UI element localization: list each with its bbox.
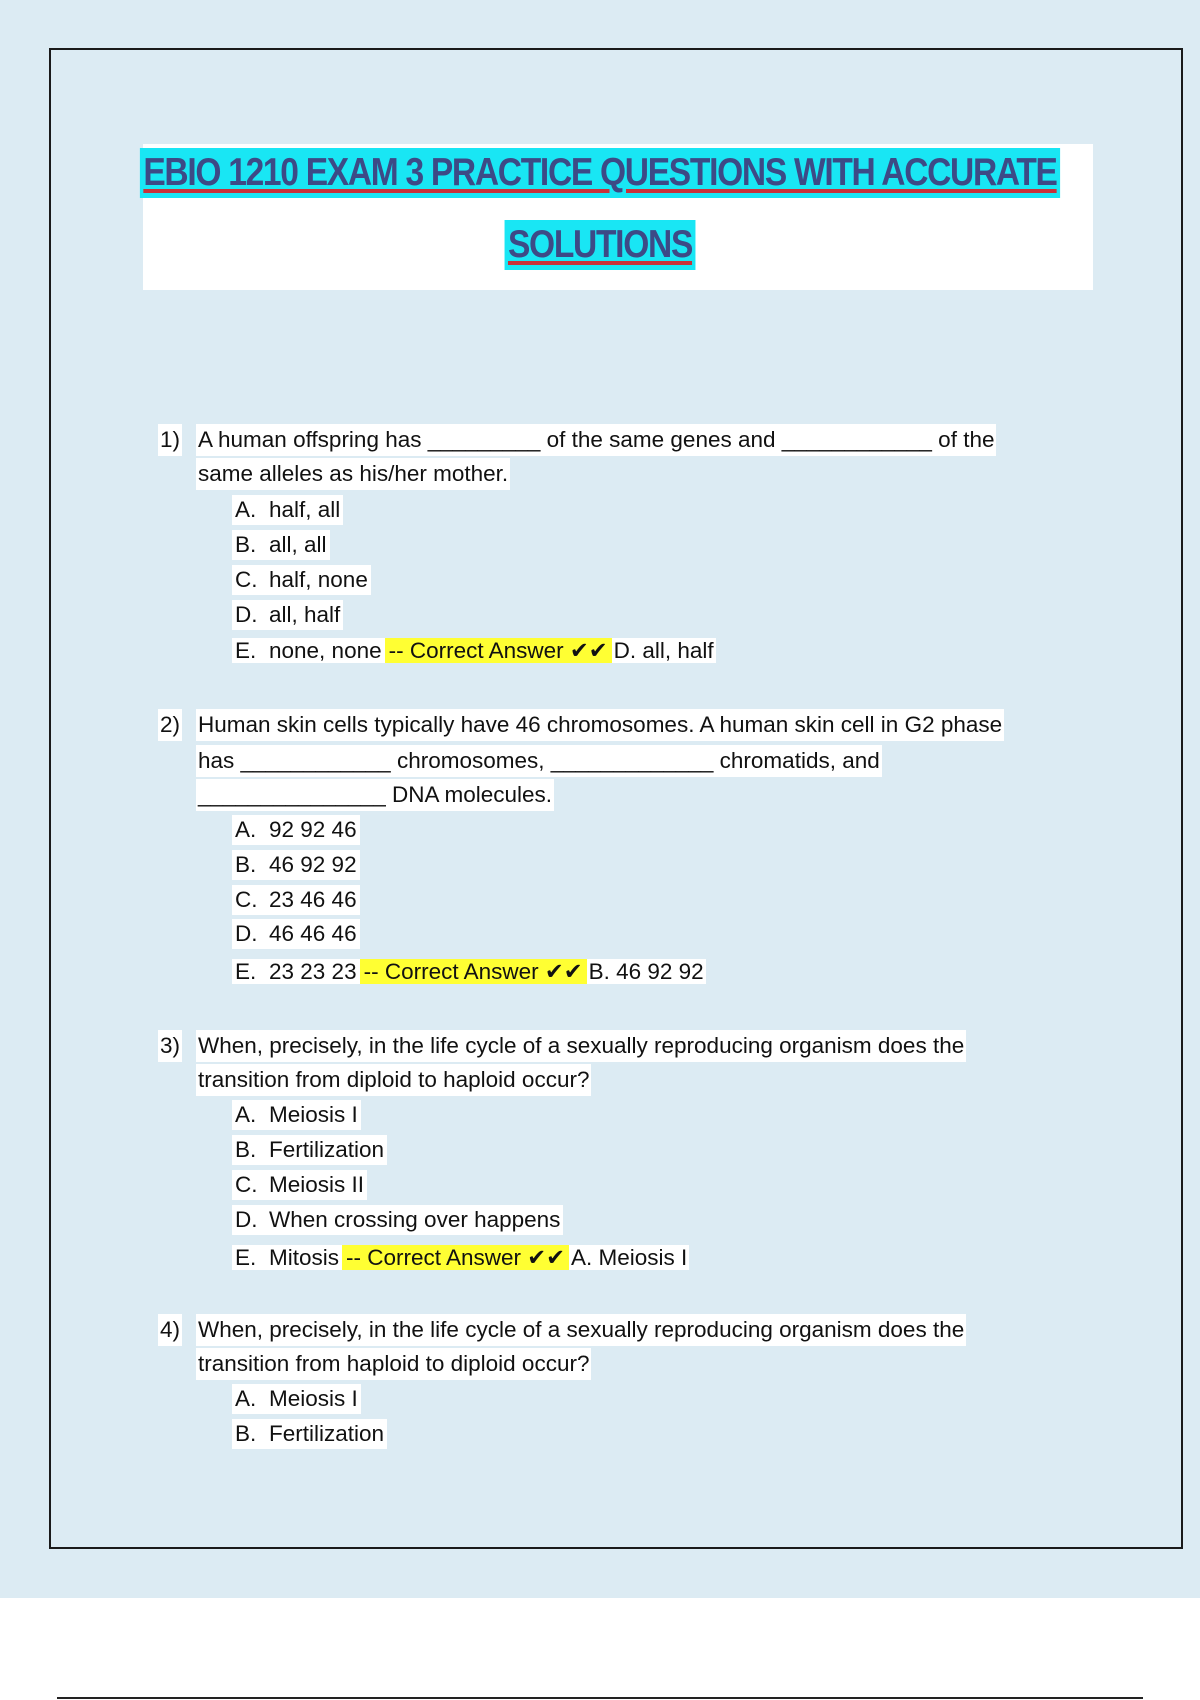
- question-number: 2): [158, 709, 182, 741]
- option-text: Meiosis I: [269, 1102, 358, 1127]
- option-a: [232, 1384, 361, 1414]
- option-c: [232, 885, 360, 915]
- option-c: [232, 565, 371, 595]
- option-letter: E.: [235, 959, 257, 984]
- correct-answer-highlight: -- Correct Answer ✔✔: [360, 959, 587, 984]
- option-text: 46 46 46: [269, 921, 357, 946]
- option-text: 92 92 46: [269, 817, 357, 842]
- option-e: [232, 959, 360, 984]
- question-text-line: same alleles as his/her mother.: [196, 458, 510, 490]
- option-letter: C.: [235, 887, 258, 912]
- option-letter: B.: [235, 1421, 257, 1446]
- option-text: Meiosis II: [269, 1172, 365, 1197]
- correct-answer: B. 46 92 92: [588, 959, 704, 984]
- option-letter: B.: [235, 852, 257, 877]
- option-letter: B.: [235, 1137, 257, 1162]
- question-text-line: _______________ DNA molecules.: [196, 779, 554, 811]
- question-number: 1): [158, 424, 182, 456]
- option-d: [232, 919, 360, 949]
- option-d: [232, 1205, 563, 1235]
- question-text-line: transition from diploid to haploid occur?: [196, 1064, 591, 1096]
- option-b: [232, 850, 360, 880]
- option-e: [232, 638, 385, 663]
- option-d: [232, 600, 343, 630]
- title-row-2: [0, 220, 1200, 270]
- option-text: 23 23 23: [269, 959, 357, 984]
- question-text-line: Human skin cells typically have 46 chromosomes. A human skin cell in G2 phase: [196, 709, 1004, 741]
- option-letter: C.: [235, 1172, 258, 1197]
- correct-answer: A. Meiosis I: [571, 1245, 688, 1270]
- document-title-line-1: EBIO 1210 EXAM 3 PRACTICE QUESTIONS WITH ACCURATE: [140, 148, 1060, 198]
- option-text: none, none: [269, 638, 382, 663]
- option-letter: A.: [235, 497, 257, 522]
- option-text: 23 46 46: [269, 887, 357, 912]
- option-e-with-answer: [232, 1241, 689, 1275]
- question-number: 4): [158, 1314, 182, 1346]
- option-text: Mitosis: [269, 1245, 340, 1270]
- option-letter: C.: [235, 567, 258, 592]
- question-text-line: A human offspring has _________ of the same genes and ____________ of the: [196, 424, 996, 456]
- footer-rule: [57, 1697, 1143, 1699]
- option-a: [232, 495, 343, 525]
- option-a: [232, 815, 360, 845]
- option-letter: D.: [235, 1207, 258, 1232]
- title-row-1: [0, 148, 1200, 198]
- correct-answer: D. all, half: [613, 638, 714, 663]
- option-b: [232, 1419, 387, 1449]
- option-letter: A.: [235, 1386, 257, 1411]
- option-b: [232, 1135, 387, 1165]
- option-e-with-answer: [232, 634, 716, 668]
- option-text: Fertilization: [269, 1137, 385, 1162]
- option-letter: D.: [235, 921, 258, 946]
- question-text-line: When, precisely, in the life cycle of a sexually reproducing organism does the: [196, 1030, 966, 1062]
- option-letter: A.: [235, 817, 257, 842]
- question-text-line: transition from haploid to diploid occur?: [196, 1348, 591, 1380]
- option-text: all, half: [269, 602, 341, 627]
- option-text: all, all: [269, 532, 327, 557]
- option-text: 46 92 92: [269, 852, 357, 877]
- option-text: Meiosis I: [269, 1386, 358, 1411]
- question-text-line: has ____________ chromosomes, _____________ chromatids, and: [196, 745, 882, 777]
- option-b: [232, 530, 330, 560]
- option-letter: B.: [235, 532, 257, 557]
- document-title-line-2: SOLUTIONS: [505, 220, 696, 270]
- option-e: [232, 1245, 342, 1270]
- option-text: Fertilization: [269, 1421, 385, 1446]
- option-e-with-answer: [232, 955, 706, 989]
- option-letter: D.: [235, 602, 258, 627]
- correct-answer-highlight: -- Correct Answer ✔✔: [342, 1245, 569, 1270]
- question-number: 3): [158, 1030, 182, 1062]
- option-text: When crossing over happens: [269, 1207, 561, 1232]
- option-letter: E.: [235, 1245, 257, 1270]
- question-text-line: When, precisely, in the life cycle of a sexually reproducing organism does the: [196, 1314, 966, 1346]
- option-a: [232, 1100, 361, 1130]
- correct-answer-highlight: -- Correct Answer ✔✔: [385, 638, 612, 663]
- option-c: [232, 1170, 367, 1200]
- option-letter: E.: [235, 638, 257, 663]
- option-text: half, all: [269, 497, 341, 522]
- option-letter: A.: [235, 1102, 257, 1127]
- option-text: half, none: [269, 567, 368, 592]
